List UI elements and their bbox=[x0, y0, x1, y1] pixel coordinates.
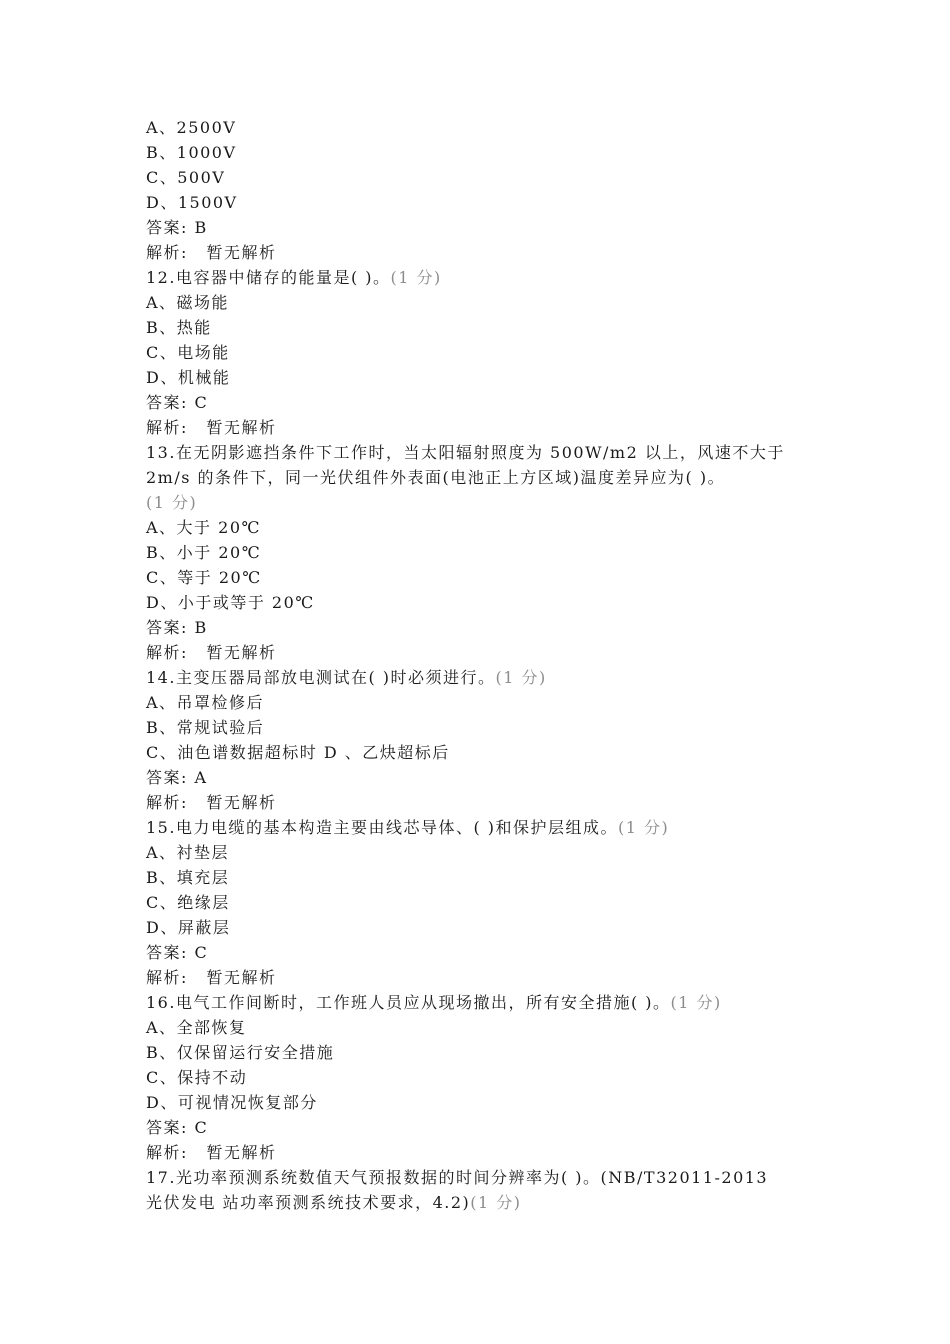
document-page bbox=[146, 115, 826, 1215]
analysis-value: 暂无解析 bbox=[206, 243, 277, 262]
analysis-label: 解析: bbox=[146, 968, 188, 987]
analysis-label: 解析: bbox=[146, 1143, 188, 1162]
analysis-line bbox=[146, 415, 826, 440]
question-text: 14.主变压器局部放电测试在( )时必须进行。 bbox=[146, 668, 496, 687]
analysis-label: 解析: bbox=[146, 643, 188, 662]
option-c: C、绝缘层 bbox=[146, 893, 230, 912]
question-17-stem-line-2 bbox=[146, 1190, 826, 1215]
option-d: D、可视情况恢复部分 bbox=[146, 1093, 318, 1112]
question-score: (1 分) bbox=[390, 268, 442, 287]
option-a: A、磁场能 bbox=[146, 293, 230, 312]
answer-line bbox=[146, 215, 826, 240]
option-b: B、1000V bbox=[146, 143, 237, 162]
option-b: B、小于 20℃ bbox=[146, 543, 262, 562]
question-text: 光伏发电 站功率预测系统技术要求，4.2) bbox=[146, 1193, 471, 1212]
analysis-value: 暂无解析 bbox=[206, 793, 277, 812]
answer-label: 答案: bbox=[146, 393, 188, 412]
question-15-stem bbox=[146, 815, 826, 840]
question-text: 12.电容器中储存的能量是( )。 bbox=[146, 268, 391, 287]
option-a: A、衬垫层 bbox=[146, 843, 230, 862]
answer-value: C bbox=[194, 943, 209, 962]
answer-label: 答案: bbox=[146, 218, 188, 237]
option-d: D、机械能 bbox=[146, 368, 231, 387]
option-b: B、填充层 bbox=[146, 868, 230, 887]
analysis-label: 解析: bbox=[146, 418, 188, 437]
option-d: D、1500V bbox=[146, 193, 238, 212]
question-14-stem bbox=[146, 665, 826, 690]
answer-line bbox=[146, 765, 826, 790]
answer-line bbox=[146, 390, 826, 415]
option-a: A、全部恢复 bbox=[146, 1018, 247, 1037]
answer-line bbox=[146, 615, 826, 640]
analysis-line bbox=[146, 240, 826, 265]
answer-line bbox=[146, 1115, 826, 1140]
answer-label: 答案: bbox=[146, 1118, 188, 1137]
analysis-value: 暂无解析 bbox=[206, 643, 277, 662]
question-score: (1 分) bbox=[495, 668, 547, 687]
option-b: B、热能 bbox=[146, 318, 212, 337]
question-13-stem-line-2: 2m/s 的条件下，同一光伏组件外表面(电池正上方区域)温度差异应为( )。 bbox=[146, 468, 726, 487]
analysis-line bbox=[146, 790, 826, 815]
analysis-label: 解析: bbox=[146, 793, 188, 812]
answer-label: 答案: bbox=[146, 618, 188, 637]
answer-line bbox=[146, 940, 826, 965]
question-score: (1 分) bbox=[470, 1193, 522, 1212]
analysis-line bbox=[146, 640, 826, 665]
answer-value: C bbox=[194, 1118, 209, 1137]
answer-value: C bbox=[194, 393, 209, 412]
option-d: D、屏蔽层 bbox=[146, 918, 231, 937]
analysis-line bbox=[146, 965, 826, 990]
question-score: (1 分) bbox=[618, 818, 670, 837]
question-text: 15.电力电缆的基本构造主要由线芯导体、( )和保护层组成。 bbox=[146, 818, 619, 837]
option-b: B、仅保留运行安全措施 bbox=[146, 1043, 335, 1062]
analysis-value: 暂无解析 bbox=[206, 968, 277, 987]
answer-label: 答案: bbox=[146, 768, 188, 787]
option-a: A、吊罩检修后 bbox=[146, 693, 265, 712]
question-score: (1 分) bbox=[670, 993, 722, 1012]
option-c-d: C、油色谱数据超标时 D 、乙炔超标后 bbox=[146, 743, 450, 762]
question-17-stem-line-1: 17.光功率预测系统数值天气预报数据的时间分辨率为( )。(NB/T32011-2013 bbox=[146, 1168, 769, 1187]
analysis-line bbox=[146, 1140, 826, 1165]
answer-label: 答案: bbox=[146, 943, 188, 962]
analysis-value: 暂无解析 bbox=[206, 418, 277, 437]
option-c: C、等于 20℃ bbox=[146, 568, 262, 587]
question-16-stem bbox=[146, 990, 826, 1015]
option-c: C、500V bbox=[146, 168, 226, 187]
question-13-stem-line-1: 13.在无阴影遮挡条件下工作时，当太阳辐射照度为 500W/m2 以上，风速不大于 bbox=[146, 443, 785, 462]
option-a: A、大于 20℃ bbox=[146, 518, 261, 537]
answer-value: B bbox=[194, 218, 208, 237]
option-d: D、小于或等于 20℃ bbox=[146, 593, 315, 612]
analysis-label: 解析: bbox=[146, 243, 188, 262]
option-c: C、保持不动 bbox=[146, 1068, 248, 1087]
analysis-value: 暂无解析 bbox=[206, 1143, 277, 1162]
option-b: B、常规试验后 bbox=[146, 718, 265, 737]
option-a: A、2500V bbox=[146, 118, 237, 137]
question-text: 16.电气工作间断时，工作班人员应从现场撤出，所有安全措施( )。 bbox=[146, 993, 671, 1012]
option-c: C、电场能 bbox=[146, 343, 230, 362]
question-12-stem bbox=[146, 265, 826, 290]
answer-value: A bbox=[194, 768, 208, 787]
question-score: (1 分) bbox=[146, 493, 198, 512]
answer-value: B bbox=[194, 618, 208, 637]
